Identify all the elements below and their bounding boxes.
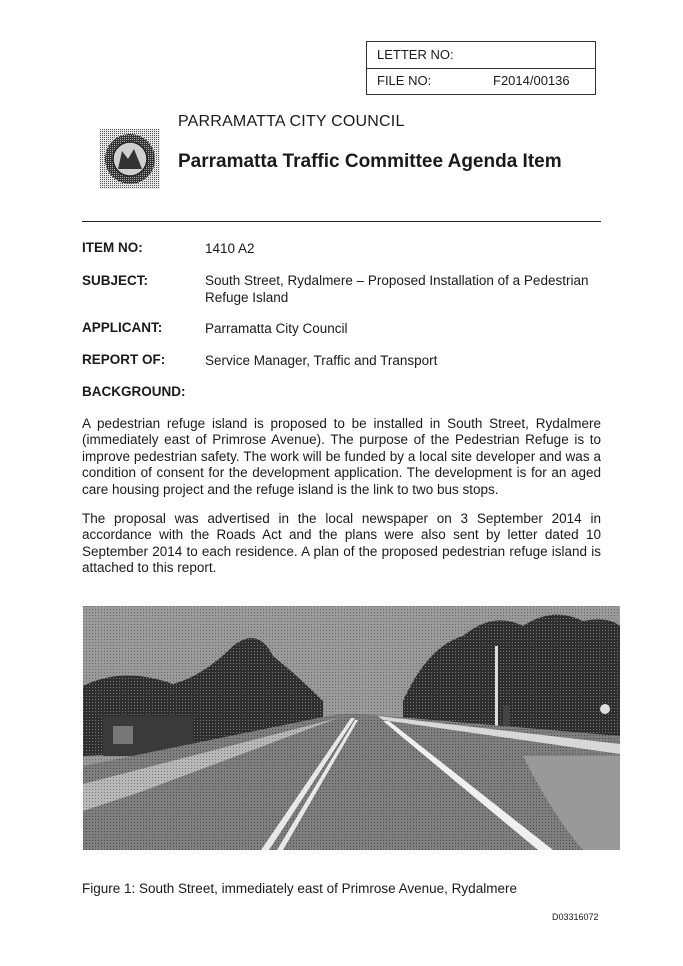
- item-no-value: 1410 A2: [205, 241, 255, 256]
- street-photo: [83, 606, 620, 850]
- applicant-value: Parramatta City Council: [205, 321, 348, 336]
- background-paragraph-2: The proposal was advertised in the local newspaper on 3 September 2014 in accordance with the Roads Act and the plans were also sent by letter dated 10 September 2014 to each residence. A plan of the proposed pedestrian refuge island is attached to this report.: [82, 511, 601, 576]
- letter-no-label: LETTER NO:: [377, 47, 454, 62]
- item-no-label: ITEM NO:: [82, 240, 143, 255]
- letter-no-row: [367, 42, 595, 69]
- report-of-value: Service Manager, Traffic and Transport: [205, 353, 438, 368]
- page-title: Parramatta Traffic Committee Agenda Item: [178, 151, 562, 172]
- applicant-label: APPLICANT:: [82, 320, 163, 335]
- header-divider: [82, 221, 601, 222]
- figure-caption: Figure 1: South Street, immediately east of Primrose Avenue, Rydalmere: [82, 881, 517, 896]
- report-of-label: REPORT OF:: [82, 352, 166, 367]
- file-no-label: FILE NO:: [377, 73, 432, 88]
- subject-value: South Street, Rydalmere – Proposed Installation of a Pedestrian Refuge Island: [205, 273, 589, 305]
- background-heading: BACKGROUND:: [82, 384, 186, 399]
- council-name: PARRAMATTA CITY COUNCIL: [178, 113, 405, 130]
- reference-box: [366, 41, 596, 95]
- document-id: D03316072: [552, 912, 599, 922]
- council-seal-icon: [100, 129, 160, 189]
- file-no-value: F2014/00136: [493, 73, 570, 88]
- subject-label: SUBJECT:: [82, 273, 149, 288]
- file-no-row: [367, 68, 595, 94]
- background-paragraph-1: A pedestrian refuge island is proposed to be installed in South Street, Rydalmere (immediately east of Primrose Avenue). The purpose of the Pedestrian Refuge is to improve pedestrian safety. The work will be funded by a local site developer and was a condition of consent for the development application. The development is for an aged care housing project and the refuge island is the link to two bus stops.: [82, 416, 601, 497]
